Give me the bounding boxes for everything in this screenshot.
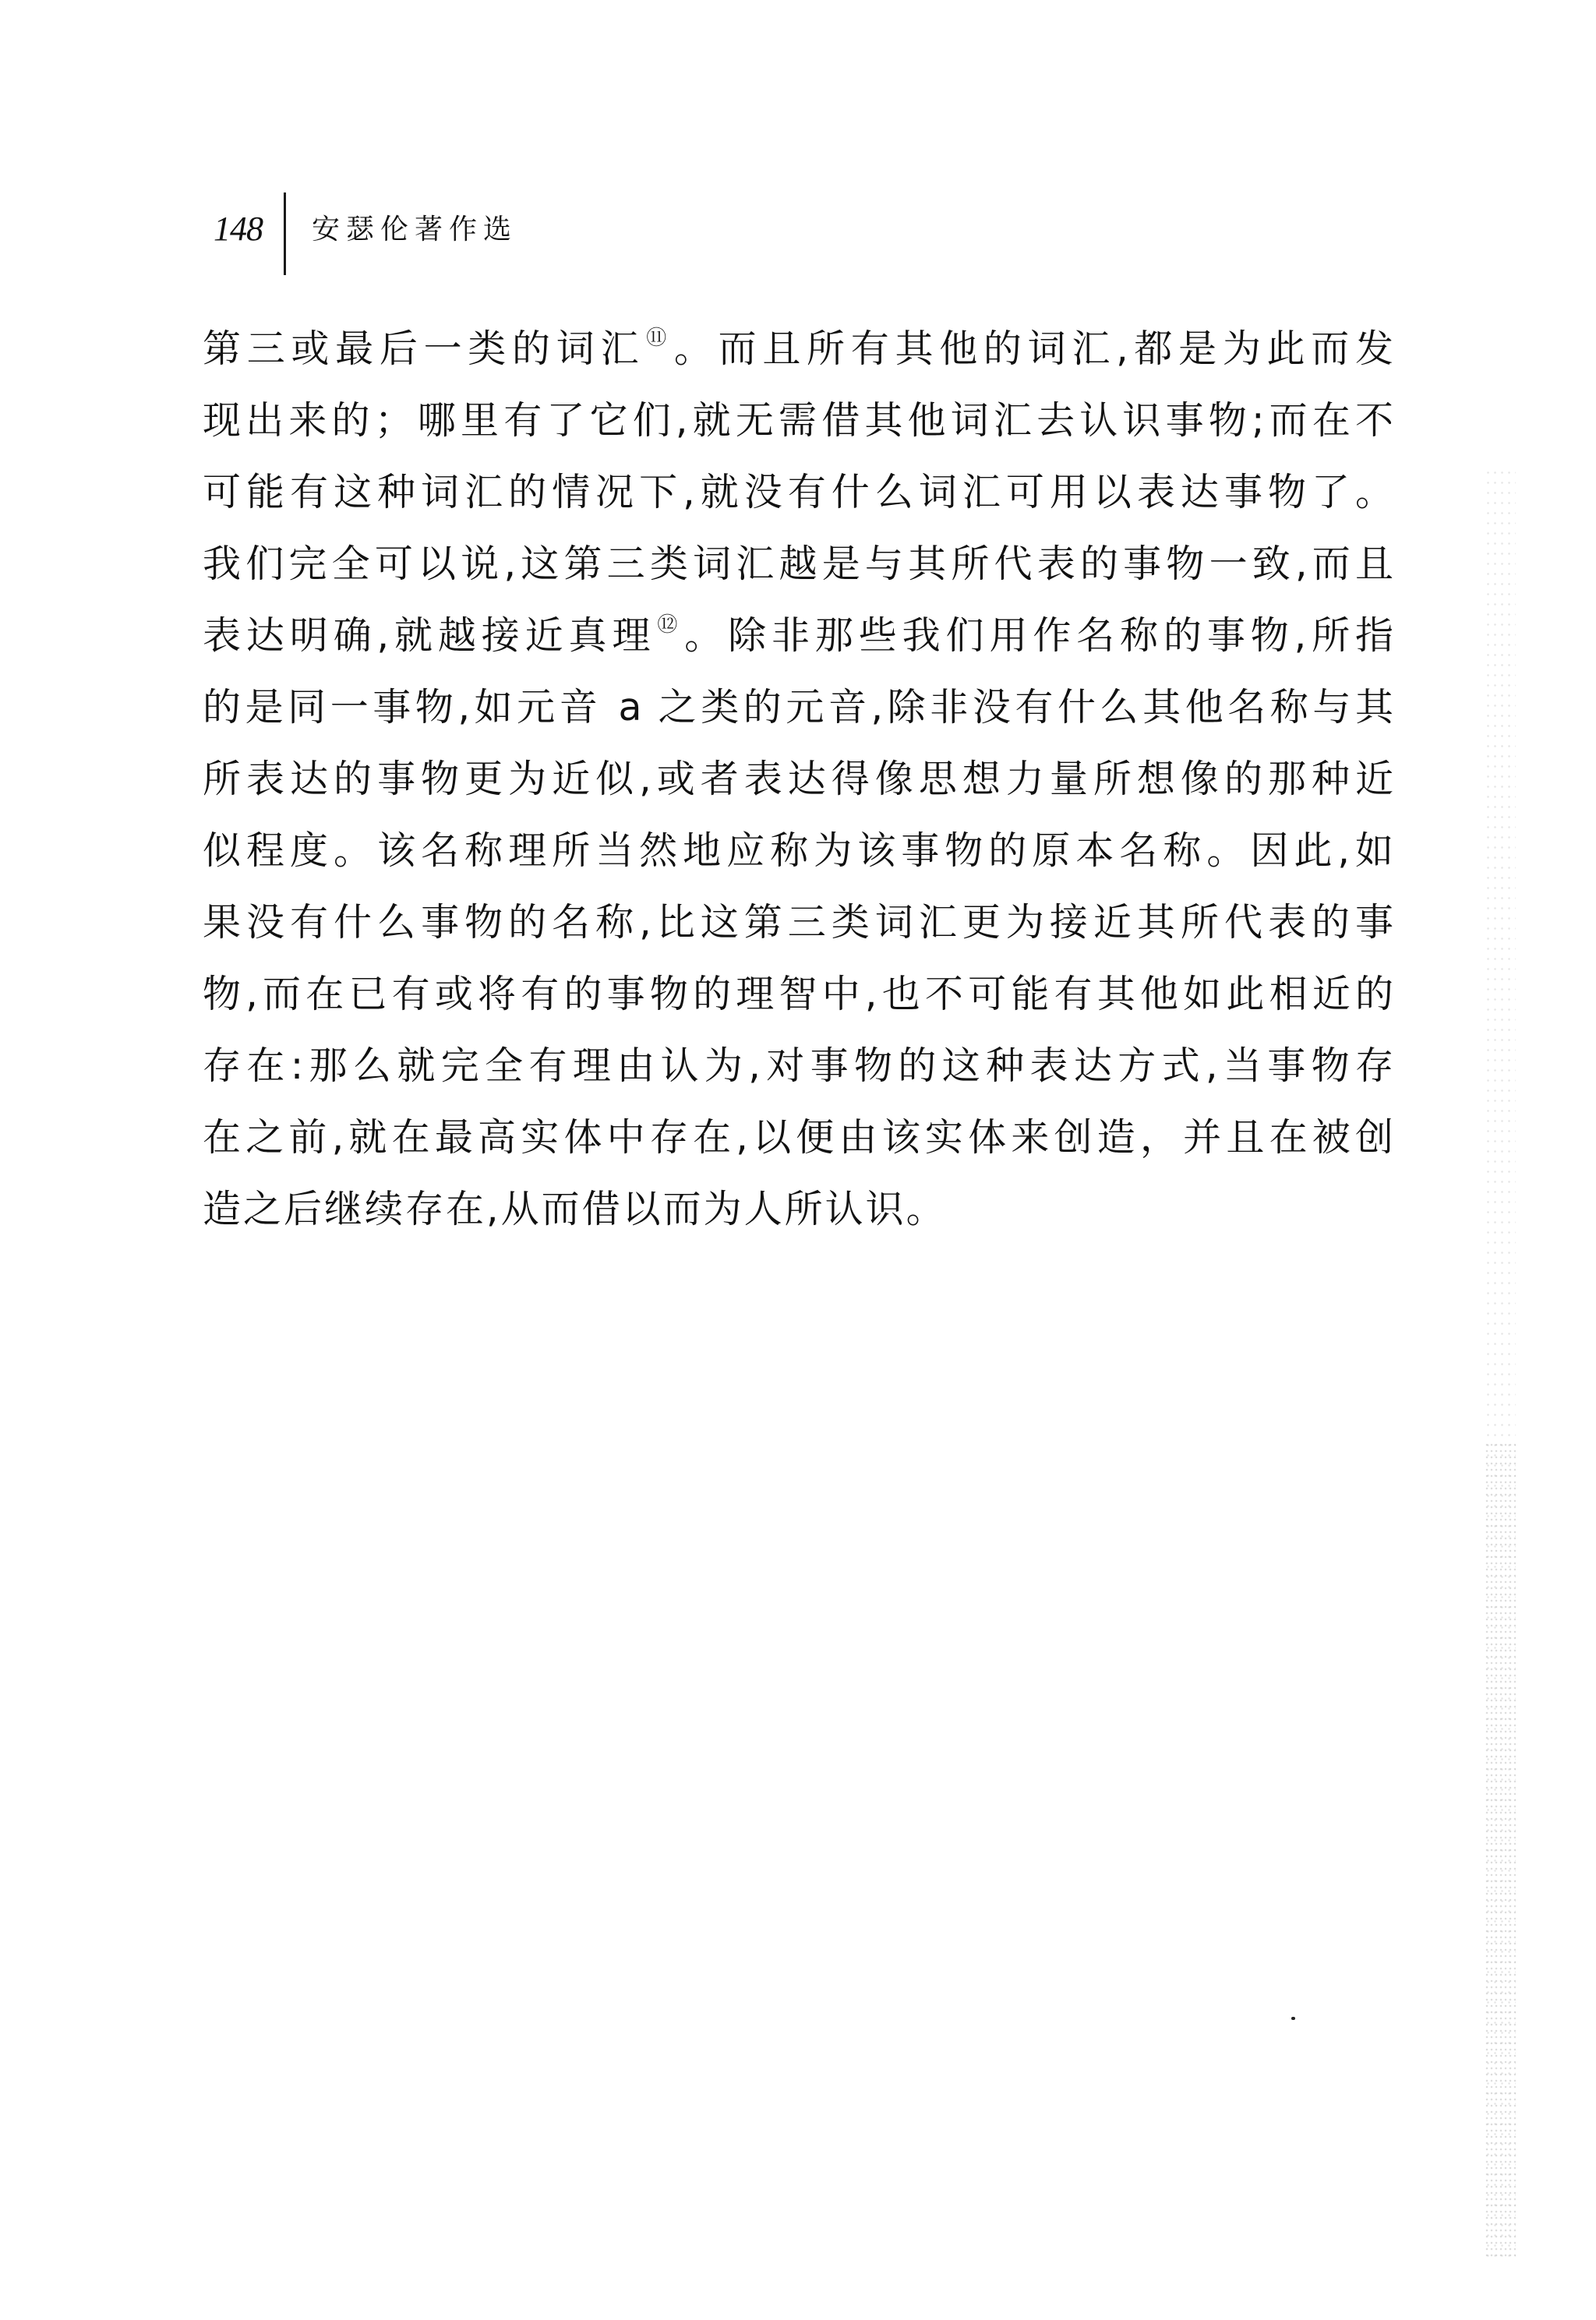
text-line-8: 似程度。该名称理所当然地应称为该事物的原本名称。因此,如 [203, 828, 1393, 873]
page-number: 148 [214, 210, 263, 248]
footnote-ref-12[interactable]: ⑫ [657, 613, 683, 637]
text-segment: 表达明确,就越接近真理 [203, 613, 656, 658]
text-line-11: 存在:那么就完全有理由认为,对事物的这种表达方式,当事物存 [203, 1043, 1393, 1088]
text-line-3: 可能有这种词汇的情况下,就没有什么词汇可用以表达事物了。 [203, 470, 1393, 514]
text-line-5 [203, 608, 1393, 680]
text-line-10: 物,而在已有或将有的事物的理智中,也不可能有其他如此相近的 [203, 972, 1393, 1016]
text-line-7: 所表达的事物更为近似,或者表达得像思想力量所想像的那种近 [203, 757, 1393, 801]
text-segment: 。而且所有其他的词汇,都是为此而发 [673, 327, 1393, 371]
text-line-13: 造之后继续存在,从而借以而为人所认识。 [203, 1187, 947, 1231]
text-line-9: 果没有什么事物的名称,比这第三类词汇更为接近其所代表的事 [203, 900, 1393, 945]
text-line-6: 的是同一事物,如元音 a 之类的元音,除非没有什么其他名称与其 [203, 685, 1393, 729]
text-line-2: 现出来的；哪里有了它们,就无需借其他词汇去认识事物;而在不 [203, 398, 1393, 443]
footnote-ref-11[interactable]: ⑪ [646, 327, 673, 350]
text-line-1 [203, 321, 1393, 393]
text-segment: 第三或最后一类的词汇 [203, 327, 645, 371]
text-line-12: 在之前,就在最高实体中存在,以便由该实体来创造，并且在被创 [203, 1115, 1393, 1160]
scan-edge-noise-dense [1485, 1442, 1516, 2260]
text-line-4: 我们完全可以说,这第三类词汇越是与其所代表的事物一致,而且 [203, 542, 1393, 586]
book-title: 安瑟伦著作选 [312, 214, 518, 245]
body-text [203, 321, 1393, 1253]
header-divider-rule [284, 192, 286, 275]
text-segment: 。除非那些我们用作名称的事物,所指 [684, 613, 1393, 658]
scan-speck [1291, 2017, 1295, 2020]
